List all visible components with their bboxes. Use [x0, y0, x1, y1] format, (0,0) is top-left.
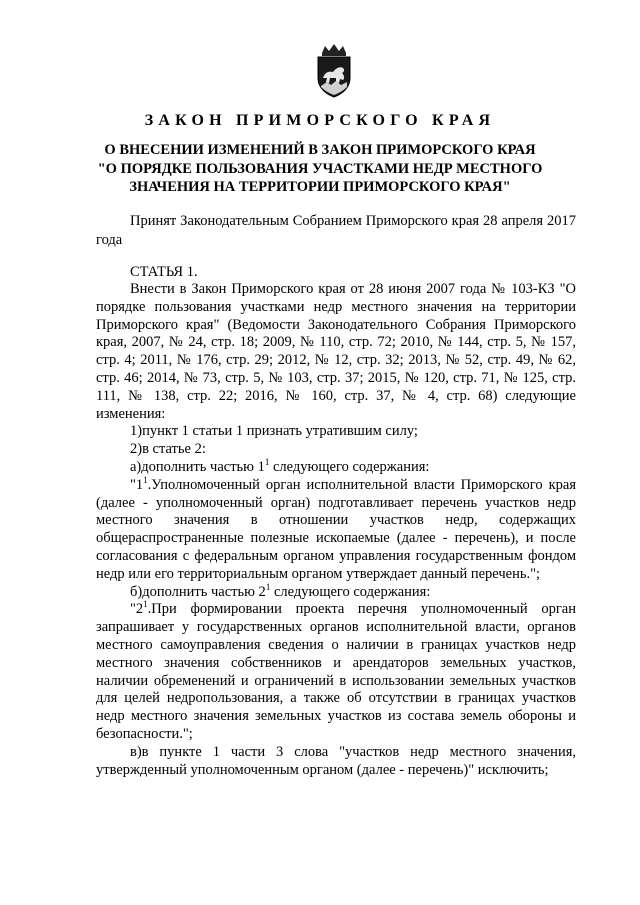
superscript: 1 — [143, 599, 148, 610]
item-2b-text-end: следующего содержания: — [270, 583, 431, 600]
item-1-paragraph: 1)пункт 1 статьи 1 признать утратившим силу; — [130, 423, 418, 440]
article-heading: СТАТЬЯ 1. — [130, 264, 198, 280]
quote-2-number: "2 — [130, 601, 144, 618]
law-title: ЗАКОН ПРИМОРСКОГО КРАЯ — [144, 112, 496, 129]
article-body — [96, 281, 576, 779]
superscript: 1 — [143, 474, 148, 485]
subtitle-line: "О ПОРЯДКЕ ПОЛЬЗОВАНИЯ УЧАСТКАМИ НЕДР МЕСТНОГО — [97, 160, 543, 177]
item-2c-paragraph: в)в пункте 1 части 3 слова "участков недр местного значения, утвержденный уполномоченным органом (далее - перечень)" исключить; — [96, 743, 576, 778]
adoption-statement: Принят Законодательным Собранием Приморского края 28 апреля 2017 года — [96, 213, 576, 248]
law-subtitle — [80, 141, 560, 197]
coat-of-arms-icon — [313, 44, 355, 98]
quote-1-number: "1 — [130, 476, 144, 493]
superscript: 1 — [265, 581, 271, 592]
subtitle-line: О ВНЕСЕНИИ ИЗМЕНЕНИЙ В ЗАКОН ПРИМОРСКОГО КРАЯ — [104, 142, 536, 158]
quote-2-paragraph — [96, 601, 576, 743]
quote-1-text: .Уполномоченный орган исполнительной власти Приморского края (далее - уполномоченный орган) подготавливает перечень участков недр местного значения в отношении участков недр, содержащих общераспространенные полезные ископаемые (далее - перечень), и после согласования с федеральным органом управления государственным фондом недр или его территориальным органом утверждает данный перечень."; — [96, 476, 576, 582]
item-2-paragraph: 2)в статье 2: — [130, 441, 206, 458]
item-2a-text: а)дополнить частью 1 — [130, 458, 265, 475]
quote-2-text: .При формировании проекта перечня уполномоченный орган запрашивает у государственных органов исполнительной власти, органов местного самоуправления сведения о наличии в границах участков недр местного значения собственников и арендаторов земельных участков, наличии обременений и ограничений в использовании земельных участков для целей недропользования, а также об отсутствии в границах участков недр местного значения земельных участков из состава земель обороны и безопасности."; — [96, 601, 576, 742]
subtitle-line: ЗНАЧЕНИЯ НА ТЕРРИТОРИИ ПРИМОРСКОГО КРАЯ" — [129, 179, 511, 195]
article-intro-paragraph: Внести в Закон Приморского края от 28 июня 2007 года № 103-КЗ "О порядке пользования участками недр местного значения на территории Приморского края" (Ведомости Законодательного Собрания Приморского края, 2007, № 24, стр. 18; 2009, № 110, стр. 72; 2010, № 144, стр. 5, № 157, стр. 4; 2011, № 176, стр. 29; 2012, № 12, стр. 32; 2013, № 52, стр. 49, № 62, стр. 46; 2014, № 73, стр. 5, № 103, стр. 37; 2015, № 120, стр. 71, № 125, стр. 111, № 138, стр. 22; 2016, № 160, стр. 37, № 4, стр. 68) следующие изменения: — [96, 281, 576, 422]
superscript: 1 — [264, 456, 270, 467]
quote-1-paragraph — [96, 474, 576, 584]
item-2b-paragraph — [96, 581, 576, 602]
item-2b-text: б)дополнить частью 2 — [130, 583, 266, 600]
item-2a-text-end: следующего содержания: — [269, 458, 430, 475]
item-2a-paragraph — [96, 456, 576, 477]
